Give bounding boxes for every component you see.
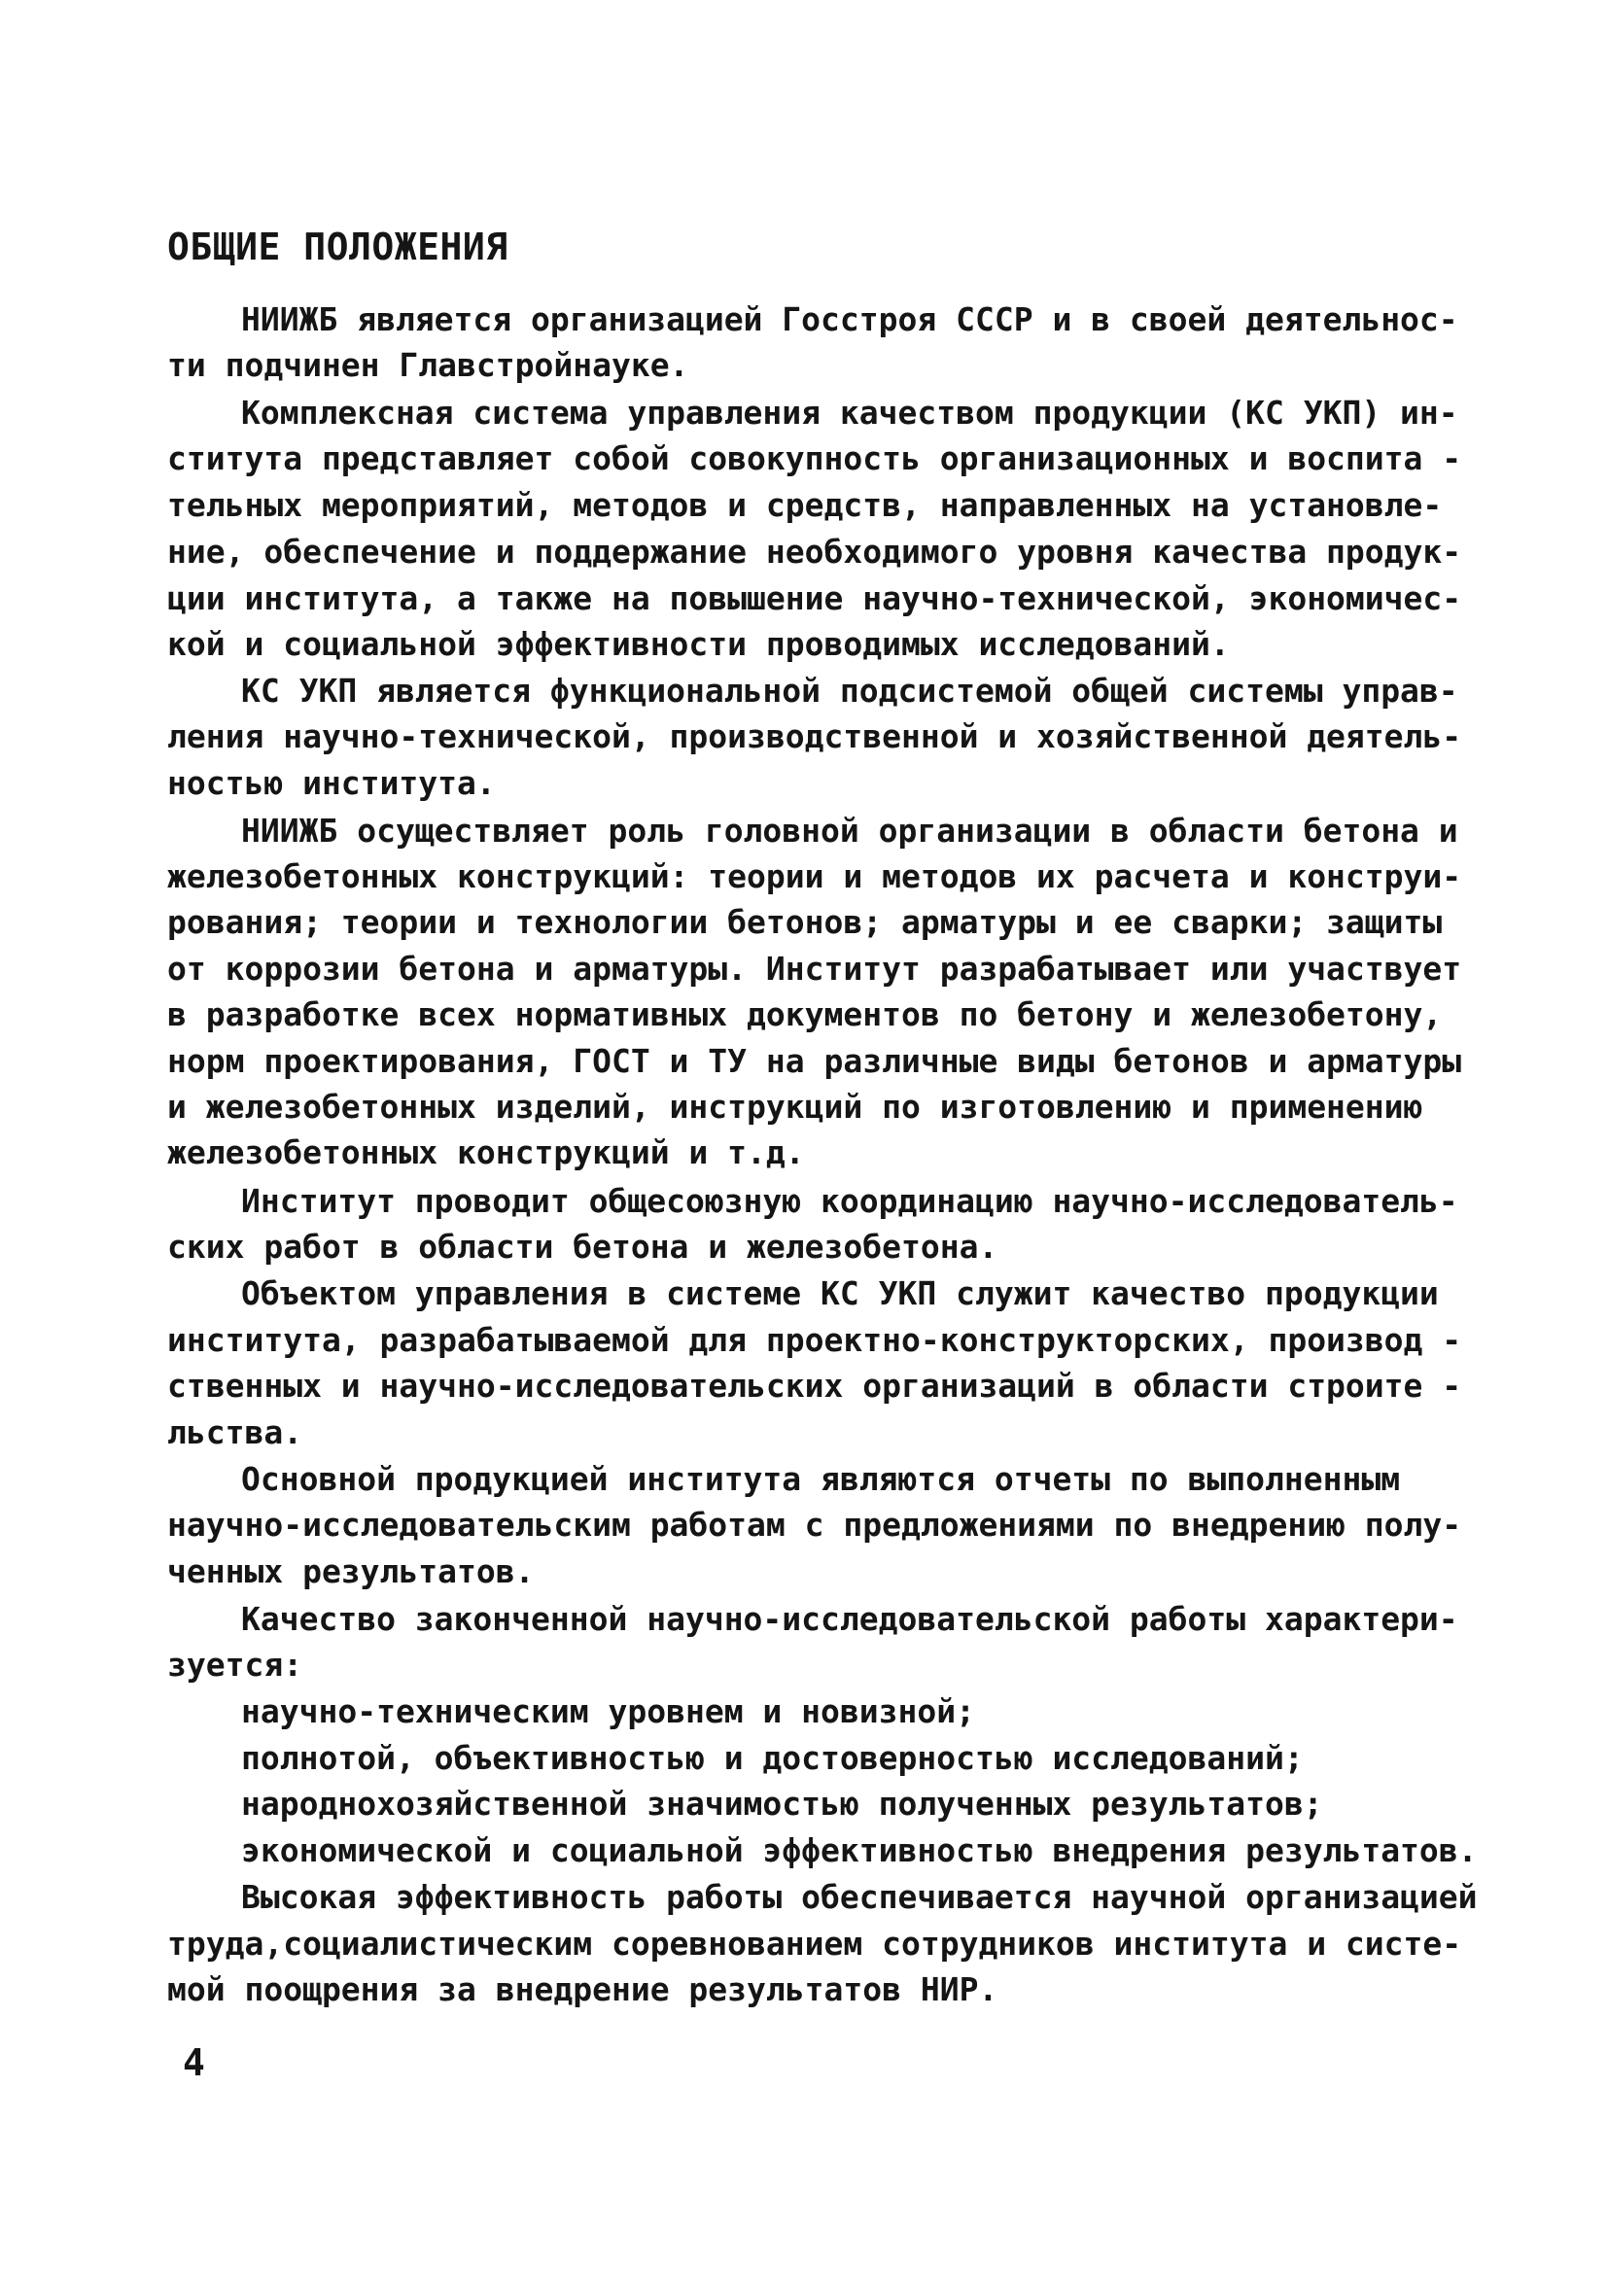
text-line: экономической и социальной эффективностью внедрения результатов. xyxy=(241,1831,1478,1869)
text-line: Основной продукцией института являются отчеты по выполненным xyxy=(241,1460,1401,1498)
text-line: научно-техническим уровнем и новизной; xyxy=(241,1692,975,1730)
text-line: ции института, а также на повышение научно-технической, экономичес- xyxy=(167,579,1462,617)
text-line: ственных и научно-исследовательских организаций в области строите - xyxy=(167,1367,1462,1405)
text-line: ние, обеспечение и поддержание необходимого уровня качества продук- xyxy=(167,533,1462,571)
text-line: ститута представляет собой совокупность организационных и воспита - xyxy=(167,439,1462,477)
text-line: от коррозии бетона и арматуры. Институт разрабатывает или участвует xyxy=(167,950,1462,988)
text-line: ти подчинен Главстройнауке. xyxy=(167,346,689,384)
text-line: научно-исследовательским работам с предложениями по внедрению полу- xyxy=(167,1506,1462,1544)
text-line: Комплексная система управления качеством продукции (КС УКП) ин- xyxy=(241,394,1458,432)
text-line: льства. xyxy=(167,1413,303,1451)
text-line: народнохозяйственной значимостью полученных результатов; xyxy=(241,1785,1323,1823)
text-line: зуется: xyxy=(167,1646,303,1684)
text-line: ления научно-технической, производственной и хозяйственной деятель- xyxy=(167,717,1462,755)
text-line: кой и социальной эффективности проводимых исследований. xyxy=(167,625,1230,663)
text-line: в разработке всех нормативных документов по бетону и железобетону, xyxy=(167,995,1443,1033)
text-line: института, разрабатываемой для проектно-конструкторских, производ - xyxy=(167,1321,1462,1359)
text-line: железобетонных конструкций и т.д. xyxy=(167,1133,805,1171)
text-line: труда,социалистическим соревнованием сотрудников института и систе- xyxy=(167,1925,1462,1963)
text-line: и железобетонных изделий, инструкций по изготовлению и применению xyxy=(167,1088,1423,1126)
text-line: рования; теории и технологии бетонов; арматуры и ее сварки; защиты xyxy=(167,903,1443,941)
text-line: КС УКП является функциональной подсистемой общей системы управ- xyxy=(241,672,1458,710)
text-line: Институт проводит общесоюзную координацию научно-исследователь- xyxy=(241,1182,1458,1220)
text-line: НИИЖБ является организацией Госстроя СССР и в своей деятельнос- xyxy=(241,300,1458,338)
text-line: ностью института. xyxy=(167,764,496,802)
text-line: НИИЖБ осуществляет роль головной организации в области бетона и xyxy=(241,812,1458,850)
text-line: Высокая эффективность работы обеспечивается научной организацией xyxy=(241,1878,1478,1916)
text-line: железобетонных конструкций: теории и методов их расчета и конструи- xyxy=(167,857,1462,895)
text-line: тельных мероприятий, методов и средств, направленных на установле- xyxy=(167,486,1443,524)
text-line: норм проектирования, ГОСТ и ТУ на различные виды бетонов и арматуры xyxy=(167,1042,1462,1080)
page-number: 4 xyxy=(183,2041,205,2084)
text-line: мой поощрения за внедрение результатов НИР. xyxy=(167,1970,998,2008)
text-line: Качество законченной научно-исследовательской работы характери- xyxy=(241,1600,1458,1638)
text-line: Объектом управления в системе КС УКП служит качество продукции xyxy=(241,1274,1439,1312)
text-line: ских работ в области бетона и железобетона. xyxy=(167,1228,998,1266)
text-line: ченных результатов. xyxy=(167,1552,535,1590)
text-line: полнотой, объективностью и достоверностью исследований; xyxy=(241,1739,1304,1777)
section-heading: ОБЩИЕ ПОЛОЖЕНИЯ xyxy=(167,226,508,268)
